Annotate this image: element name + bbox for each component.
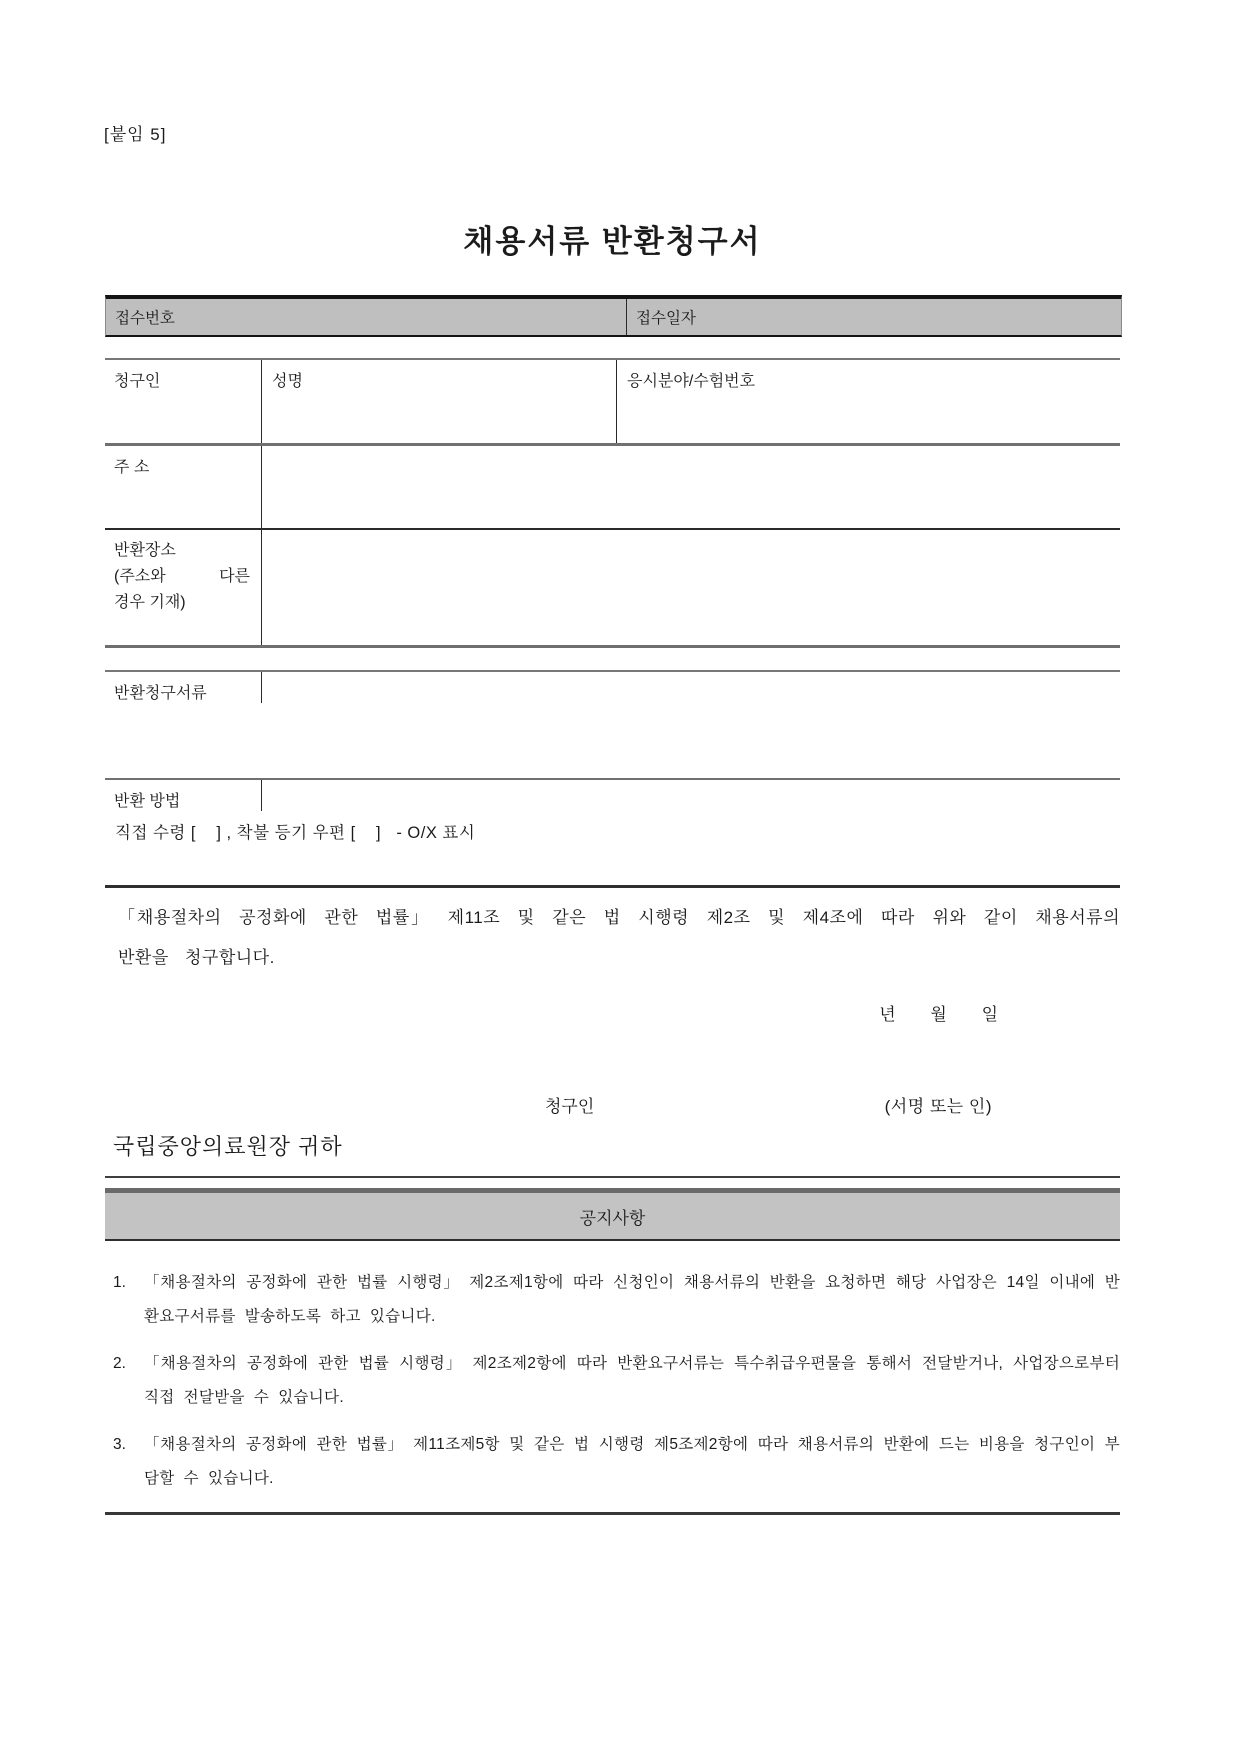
receipt-number-label: 접수번호 <box>115 310 175 327</box>
name-cell[interactable] <box>262 360 617 443</box>
return-place-row <box>105 530 1120 645</box>
notice-list <box>113 1266 1120 1509</box>
declaration-paragraph: 「채용절차의 공정화에 관한 법률」 제11조 및 같은 법 시행령 제2조 및 제4조에 따라 위와 같이 채용서류의 반환을 청구합니다. <box>118 908 1120 967</box>
signature-stamp-label: (서명 또는 인) <box>884 1097 992 1116</box>
return-place-label-line2 <box>114 564 250 590</box>
notice-item-number: 1. <box>113 1274 126 1291</box>
documents-label: 반환청구서류 <box>105 672 262 703</box>
divider-above-notice <box>105 1176 1120 1178</box>
notice-item <box>113 1266 1120 1334</box>
address-label: 주 소 <box>105 446 262 528</box>
return-place-label-line1: 반환장소 <box>114 542 176 559</box>
notice-item <box>113 1428 1120 1496</box>
address-value[interactable] <box>262 446 1120 528</box>
method-value[interactable]: 직접 수령 [ ] , 착불 등기 우편 [ ] - O/X 표시 <box>115 824 476 842</box>
signature-line <box>105 1092 1120 1118</box>
notice-item-text: 「채용절차의 공정화에 관한 법률」 제11조제5항 및 같은 법 시행령 제5조제2항에 따라 채용서류의 반환에 드는 비용을 청구인이 부담할 수 있습니다. <box>144 1436 1120 1487</box>
recipient-line: 국립중앙의료원장 귀하 <box>113 1134 343 1159</box>
field-exam-label: 응시분야/수험번호 <box>627 373 756 390</box>
address-row <box>105 446 1120 530</box>
notice-item <box>113 1347 1120 1415</box>
bottom-rule <box>105 1512 1120 1515</box>
notice-item-text: 「채용절차의 공정화에 관한 법률 시행령」 제2조제1항에 따라 신청인이 채용서류의 반환을 요청하면 해당 사업장은 14일 이내에 반환요구서류를 발송하도록 하고 있습니다. <box>144 1274 1120 1325</box>
return-place-label-line2a: (주소와 <box>114 568 166 585</box>
return-place-label-line3: 경우 기재) <box>114 594 186 611</box>
notice-item-number: 2. <box>113 1355 126 1372</box>
receipt-date-label: 접수일자 <box>636 310 696 327</box>
claimant-label: 청구인 <box>105 360 262 443</box>
request-table <box>105 670 1120 888</box>
receipt-date-cell <box>627 299 1121 335</box>
date-line: 년 월 일 <box>879 1005 998 1024</box>
receipt-number-cell <box>106 299 627 335</box>
claimant-row <box>105 360 1120 446</box>
method-label: 반환 방법 <box>105 780 262 811</box>
notice-item-number: 3. <box>113 1436 126 1453</box>
notice-header-label: 공지사항 <box>579 1208 646 1228</box>
documents-value[interactable] <box>105 703 1120 711</box>
notice-item-text: 「채용절차의 공정화에 관한 법률 시행령」 제2조제2항에 따라 반환요구서류는 특수취급우편물을 통해서 전달받거나, 사업장으로부터 직접 전달받을 수 있습니다. <box>144 1355 1120 1406</box>
notice-header-bar <box>105 1188 1120 1241</box>
documents-row <box>105 672 1120 780</box>
method-row <box>105 780 1120 885</box>
document-title: 채용서류 반환청구서 <box>463 224 762 259</box>
applicant-table <box>105 358 1120 648</box>
return-place-label-line2b: 다른 <box>219 568 250 585</box>
receipt-table <box>105 295 1122 337</box>
signature-claimant-label: 청구인 <box>545 1097 595 1116</box>
attachment-label: [붙임 5] <box>104 125 167 144</box>
return-place-value[interactable] <box>262 530 1120 645</box>
field-exam-cell[interactable] <box>617 360 1120 443</box>
name-label: 성명 <box>272 373 303 390</box>
return-place-label <box>105 530 262 645</box>
